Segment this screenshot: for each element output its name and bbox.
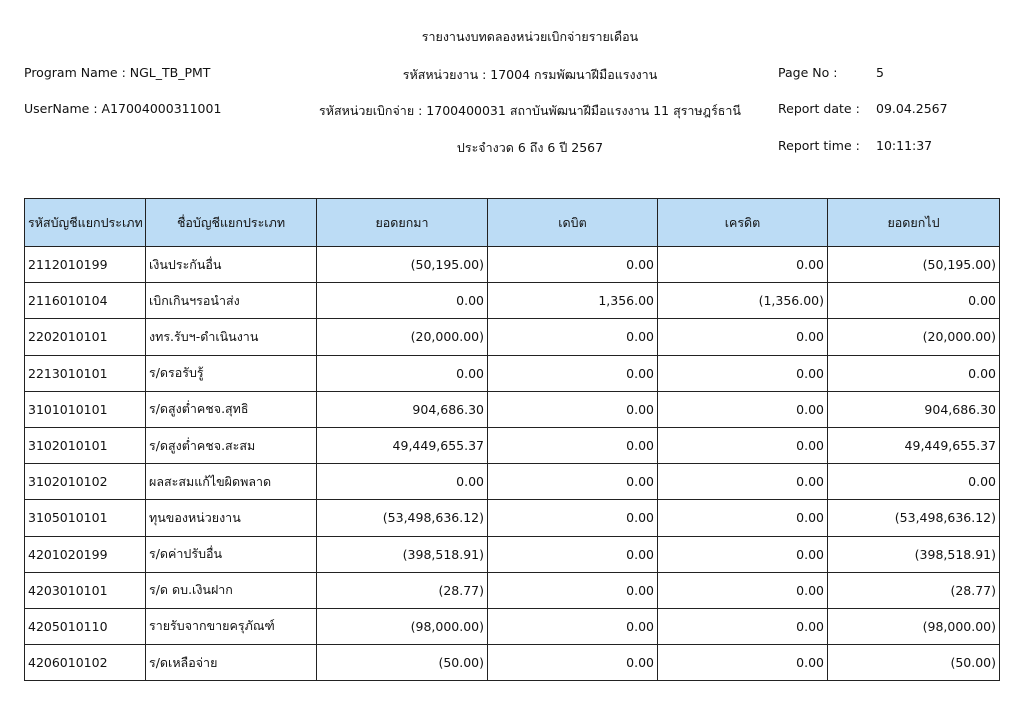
- agency-code: รหัสหน่วยงาน : 17004 กรมพัฒนาฝีมือแรงงาน: [402, 67, 658, 82]
- report-date-label: Report date :: [778, 101, 860, 116]
- debit-cell: 0.00: [488, 645, 658, 681]
- closing-balance-cell: (98,000.00): [828, 608, 1000, 644]
- table-row: [25, 247, 1000, 283]
- credit-cell: 0.00: [658, 391, 828, 427]
- table-row: [25, 319, 1000, 355]
- account-name-cell: เงินประกันอื่น: [146, 247, 317, 283]
- account-code-cell: 3101010101: [25, 391, 146, 427]
- account-code-cell: 2213010101: [25, 355, 146, 391]
- closing-balance-cell: (50,195.00): [828, 247, 1000, 283]
- credit-cell: 0.00: [658, 608, 828, 644]
- credit-cell: 0.00: [658, 427, 828, 463]
- report-time-label: Report time :: [778, 138, 860, 153]
- account-code-cell: 4206010102: [25, 645, 146, 681]
- account-code-cell: 3102010102: [25, 464, 146, 500]
- table-row: [25, 645, 1000, 681]
- opening-balance-cell: 0.00: [317, 464, 488, 500]
- account-code-cell: 3105010101: [25, 500, 146, 536]
- disbursement-unit: รหัสหน่วยเบิกจ่าย : 1700400031 สถาบันพัฒนาฝีมือแรงงาน 11 สุราษฎร์ธานี: [319, 103, 741, 118]
- table-row: [25, 608, 1000, 644]
- report-time-value: 10:11:37: [876, 138, 933, 153]
- account-name-cell: ร/ด ดบ.เงินฝาก: [146, 572, 317, 608]
- opening-balance-cell: 0.00: [317, 355, 488, 391]
- debit-cell: 0.00: [488, 391, 658, 427]
- closing-balance-cell: 0.00: [828, 464, 1000, 500]
- opening-balance-cell: (50.00): [317, 645, 488, 681]
- account-name-cell: ร/ดเหลือจ่าย: [146, 645, 317, 681]
- column-header-debit: เดบิต: [488, 199, 658, 247]
- closing-balance-cell: (53,498,636.12): [828, 500, 1000, 536]
- opening-balance-cell: 904,686.30: [317, 391, 488, 427]
- username: UserName : A17004000311001: [24, 101, 222, 116]
- opening-balance-cell: (20,000.00): [317, 319, 488, 355]
- debit-cell: 0.00: [488, 355, 658, 391]
- account-code-cell: 2112010199: [25, 247, 146, 283]
- credit-cell: 0.00: [658, 319, 828, 355]
- column-header-closing-balance: ยอดยกไป: [828, 199, 1000, 247]
- debit-cell: 0.00: [488, 500, 658, 536]
- column-header-opening-balance: ยอดยกมา: [317, 199, 488, 247]
- opening-balance-cell: (53,498,636.12): [317, 500, 488, 536]
- debit-cell: 0.00: [488, 319, 658, 355]
- column-header-account-name: ชื่อบัญชีแยกประเภท: [146, 199, 317, 247]
- credit-cell: 0.00: [658, 572, 828, 608]
- account-name-cell: ร/ดค่าปรับอื่น: [146, 536, 317, 572]
- opening-balance-cell: 49,449,655.37: [317, 427, 488, 463]
- account-name-cell: ร/ดรอรับรู้: [146, 355, 317, 391]
- table-row: [25, 427, 1000, 463]
- account-code-cell: 2116010104: [25, 283, 146, 319]
- account-code-cell: 4203010101: [25, 572, 146, 608]
- account-code-cell: 3102010101: [25, 427, 146, 463]
- account-name-cell: ร/ดสูงต่ำคชจ.สุทธิ: [146, 391, 317, 427]
- table-row: [25, 572, 1000, 608]
- credit-cell: 0.00: [658, 247, 828, 283]
- program-name: Program Name : NGL_TB_PMT: [24, 65, 211, 80]
- table-row: [25, 283, 1000, 319]
- credit-cell: 0.00: [658, 645, 828, 681]
- opening-balance-cell: (98,000.00): [317, 608, 488, 644]
- column-header-account-code: รหัสบัญชีแยกประเภท: [25, 199, 146, 247]
- closing-balance-cell: 49,449,655.37: [828, 427, 1000, 463]
- account-name-cell: เบิกเกินฯรอนำส่ง: [146, 283, 317, 319]
- page-number-label: Page No :: [778, 65, 838, 80]
- debit-cell: 0.00: [488, 536, 658, 572]
- closing-balance-cell: 904,686.30: [828, 391, 1000, 427]
- account-code-cell: 4201020199: [25, 536, 146, 572]
- closing-balance-cell: 0.00: [828, 355, 1000, 391]
- table-row: [25, 536, 1000, 572]
- account-name-cell: ร/ดสูงต่ำคชจ.สะสม: [146, 427, 317, 463]
- credit-cell: 0.00: [658, 536, 828, 572]
- account-name-cell: ทุนของหน่วยงาน: [146, 500, 317, 536]
- account-name-cell: งทร.รับฯ-ดำเนินงาน: [146, 319, 317, 355]
- report-title: รายงานงบทดลองหน่วยเบิกจ่ายรายเดือน: [421, 29, 639, 44]
- report-period: ประจำงวด 6 ถึง 6 ปี 2567: [456, 140, 604, 155]
- closing-balance-cell: (20,000.00): [828, 319, 1000, 355]
- opening-balance-cell: (50,195.00): [317, 247, 488, 283]
- debit-cell: 0.00: [488, 427, 658, 463]
- account-code-cell: 2202010101: [25, 319, 146, 355]
- closing-balance-cell: (398,518.91): [828, 536, 1000, 572]
- table-row: [25, 464, 1000, 500]
- table-header-row: [25, 199, 1000, 247]
- debit-cell: 1,356.00: [488, 283, 658, 319]
- table-row: [25, 500, 1000, 536]
- debit-cell: 0.00: [488, 608, 658, 644]
- opening-balance-cell: 0.00: [317, 283, 488, 319]
- closing-balance-cell: 0.00: [828, 283, 1000, 319]
- credit-cell: 0.00: [658, 464, 828, 500]
- debit-cell: 0.00: [488, 247, 658, 283]
- opening-balance-cell: (398,518.91): [317, 536, 488, 572]
- trial-balance-table: [24, 198, 1000, 681]
- table-row: [25, 355, 1000, 391]
- opening-balance-cell: (28.77): [317, 572, 488, 608]
- column-header-credit: เครดิต: [658, 199, 828, 247]
- report-date-value: 09.04.2567: [876, 101, 948, 116]
- credit-cell: (1,356.00): [658, 283, 828, 319]
- debit-cell: 0.00: [488, 572, 658, 608]
- closing-balance-cell: (28.77): [828, 572, 1000, 608]
- credit-cell: 0.00: [658, 355, 828, 391]
- debit-cell: 0.00: [488, 464, 658, 500]
- account-code-cell: 4205010110: [25, 608, 146, 644]
- account-name-cell: รายรับจากขายครุภัณฑ์: [146, 608, 317, 644]
- credit-cell: 0.00: [658, 500, 828, 536]
- account-name-cell: ผลสะสมแก้ไขผิดพลาด: [146, 464, 317, 500]
- table-row: [25, 391, 1000, 427]
- closing-balance-cell: (50.00): [828, 645, 1000, 681]
- page-number-value: 5: [876, 65, 884, 80]
